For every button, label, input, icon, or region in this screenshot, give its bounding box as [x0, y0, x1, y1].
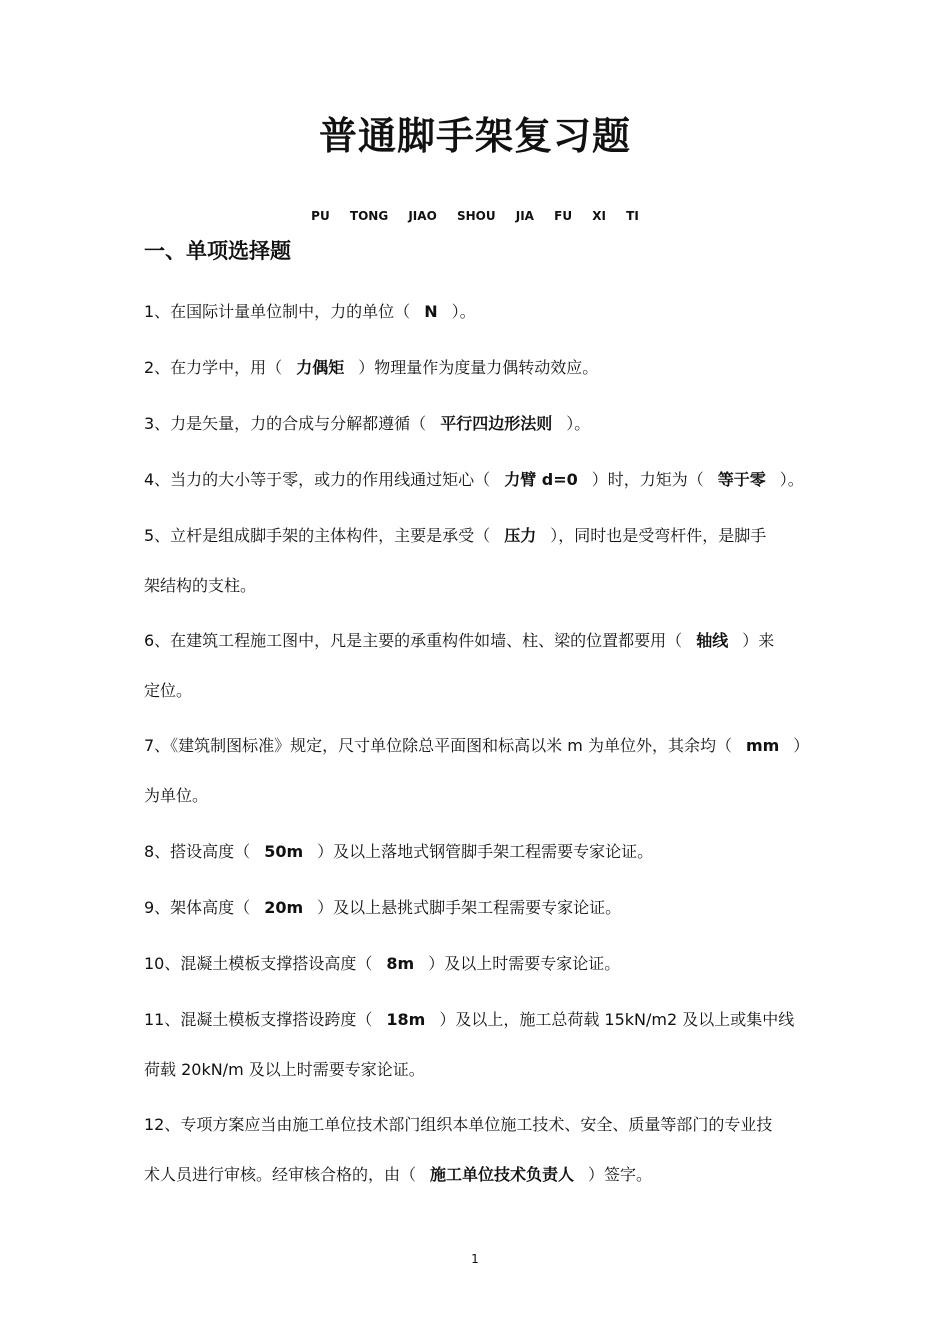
question-text: ）时，力矩为（ [591, 470, 704, 489]
question-text: ）来 [742, 631, 775, 650]
question-continuation: 架结构的支柱。 [144, 576, 257, 595]
question-text: ），同时也是受弯杆件，是脚手 [550, 526, 767, 545]
question-continuation: 为单位。 [144, 786, 209, 805]
question-text: 6、在建筑工程施工图中，凡是主要的承重构件如墙、柱、梁的位置都要用（ [144, 631, 683, 650]
question-continuation [144, 1150, 804, 1200]
question-text: 1、在国际计量单位制中，力的单位（ [144, 302, 411, 321]
question-text: 7、《建筑制图标准》规定，尺寸单位除总平面图和标高以米 m 为单位外，其余均（ [144, 736, 732, 755]
question-4 [144, 455, 804, 505]
answer: 50m [264, 842, 304, 861]
question-5 [144, 511, 804, 611]
title-pinyin: PU TONG JIAO SHOU JIA FU XI TI [311, 209, 639, 223]
question-text: 3、力是矢量，力的合成与分解都遵循（ [144, 414, 427, 433]
question-text: ）。 [566, 414, 591, 433]
document-title: 普通脚手架复习题 [318, 114, 631, 158]
question-2 [144, 343, 804, 393]
question-text: ） [793, 736, 810, 755]
answer: 力偶矩 [296, 358, 345, 377]
question-text: ）及以上悬挑式脚手架工程需要专家论证。 [317, 898, 622, 917]
question-text: ）及以上，施工总荷载 15kN/m2 及以上或集中线 [439, 1010, 795, 1029]
question-text: 4、当力的大小等于零，或力的作用线通过矩心（ [144, 470, 491, 489]
answer: N [424, 302, 438, 321]
answer: 等于零 [717, 470, 766, 489]
question-text: ）。 [779, 470, 804, 489]
answer: 20m [264, 898, 304, 917]
question-text: ）。 [451, 302, 476, 321]
question-12 [144, 1100, 804, 1200]
question-text: 9、架体高度（ [144, 898, 251, 917]
question-7 [144, 721, 810, 821]
question-text: 11、混凝土模板支撑搭设跨度（ [144, 1010, 373, 1029]
question-text: ）及以上落地式钢管脚手架工程需要专家论证。 [317, 842, 654, 861]
answer: 力臂 d=0 [504, 470, 578, 489]
answer: mm [745, 736, 780, 755]
question-text: 8、搭设高度（ [144, 842, 251, 861]
question-6 [144, 616, 804, 716]
answer: 平行四边形法则 [440, 414, 553, 433]
answer: 8m [386, 954, 415, 973]
question-9 [144, 883, 804, 933]
question-text: 术人员进行审核。经审核合格的，由（ [144, 1165, 417, 1184]
question-11 [144, 995, 804, 1095]
question-text: 12、专项方案应当由施工单位技术部门组织本单位施工技术、安全、质量等部门的专业技 [144, 1115, 773, 1134]
question-text: ）签字。 [588, 1165, 653, 1184]
answer: 18m [386, 1010, 426, 1029]
question-text: 5、立杆是组成脚手架的主体构件，主要是承受（ [144, 526, 491, 545]
question-text: 10、混凝土模板支撑搭设高度（ [144, 954, 373, 973]
question-1 [144, 287, 804, 337]
question-continuation: 定位。 [144, 681, 193, 700]
question-10 [144, 939, 804, 989]
answer: 压力 [504, 526, 537, 545]
page-number: 1 [471, 1252, 479, 1266]
question-text: 2、在力学中，用（ [144, 358, 283, 377]
section-heading: 一、单项选择题 [144, 239, 291, 263]
question-text: ）物理量作为度量力偶转动效应。 [358, 358, 599, 377]
question-continuation: 荷载 20kN/m 及以上时需要专家论证。 [144, 1060, 425, 1079]
answer: 轴线 [696, 631, 729, 650]
question-text: ）及以上时需要专家论证。 [428, 954, 621, 973]
question-8 [144, 827, 804, 877]
question-3 [144, 399, 804, 449]
answer: 施工单位技术负责人 [430, 1165, 575, 1184]
